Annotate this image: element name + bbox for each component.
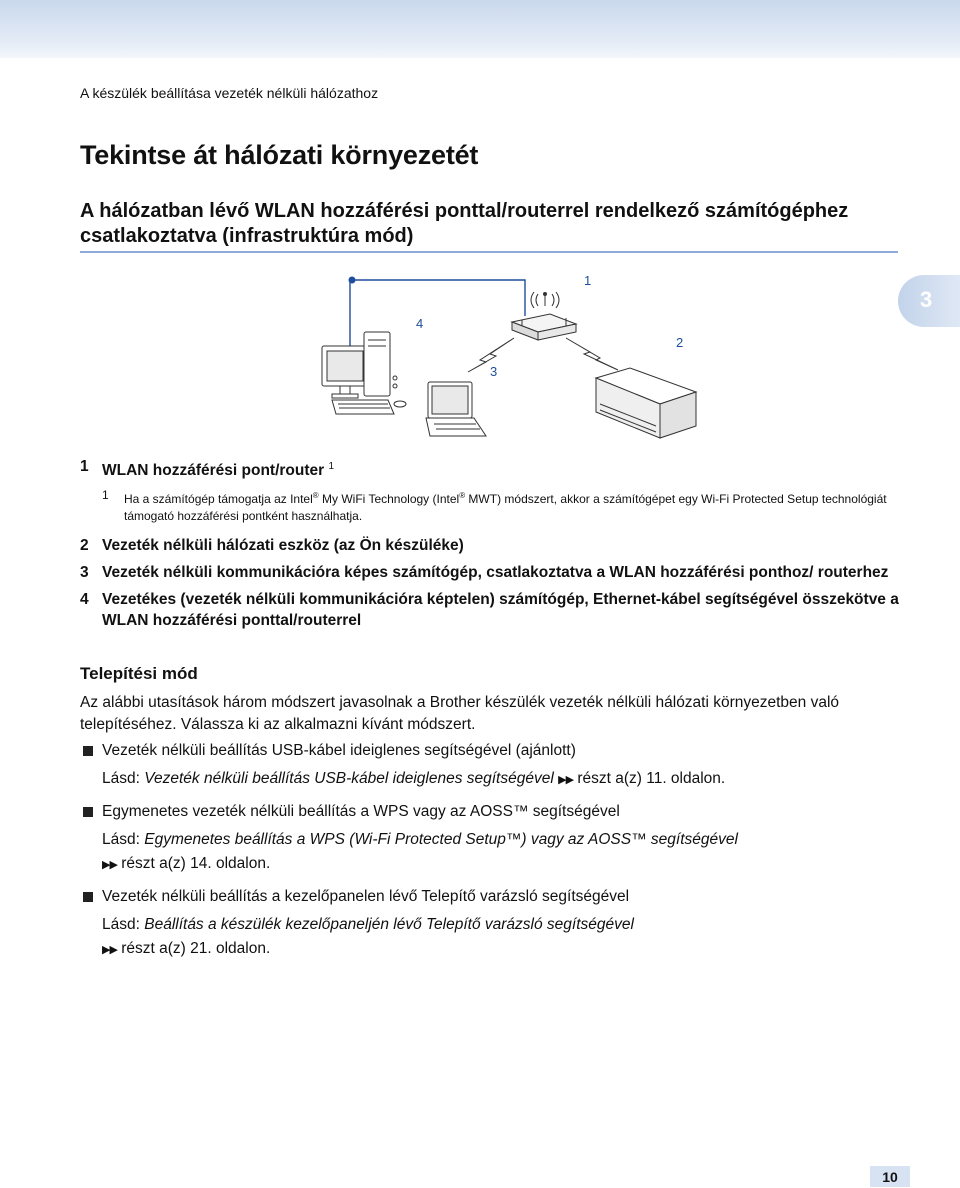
cable-junction (349, 277, 356, 284)
legend-item-3 (80, 562, 910, 583)
method-wps (80, 801, 900, 877)
install-heading: Telepítési mód (80, 664, 198, 683)
page-number: 10 (870, 1166, 910, 1187)
legend-number: 4 (80, 591, 89, 609)
method-title: Vezeték nélküli beállítás USB-kábel ideiglenes segítségével (ajánlott) (102, 742, 576, 759)
section-title: A hálózatban lévő WLAN hozzáférési ponttal/routerrel rendelkező számítógéphez csatlakoztatva (infrastruktúra mód) (80, 200, 849, 247)
legend-number: 1 (80, 458, 89, 475)
method-reference (80, 913, 900, 962)
method-reference (80, 828, 900, 877)
method-title: Vezeték nélküli beállítás a kezelőpanelen lévő Telepítő varázsló segítségével (102, 888, 630, 905)
legend-text: Vezetékes (vezeték nélküli kommunikációra képtelen) számítógép, Ethernet-kábel segítségével összekötve a WLAN hozzáférési ponttal/routerrel (102, 591, 899, 630)
square-bullet-icon (83, 746, 93, 756)
printer-icon (596, 368, 696, 448)
double-arrow-icon: ▶▶ (558, 774, 574, 786)
legend-item-1 (80, 456, 910, 481)
chapter-number: 3 (920, 287, 933, 312)
wireless-link-printer (566, 338, 618, 370)
desktop-computer-icon (322, 332, 406, 414)
method-title: Egymenetes vezeték nélküli beállítás a WPS vagy az AOSS™ segítségével (102, 803, 620, 820)
legend-item-4 (80, 589, 910, 631)
registered-mark: ® (459, 491, 466, 501)
square-bullet-icon (83, 807, 93, 817)
footnote-number: 1 (102, 488, 109, 503)
legend-item-2 (80, 535, 910, 556)
page-reference: részt a(z) 21. oldalon. (116, 940, 271, 957)
see-label: Lásd: (102, 831, 145, 848)
legend-text: WLAN hozzáférési pont/router (102, 462, 325, 480)
legend-text: Vezeték nélküli kommunikációra képes számítógép, csatlakoztatva a WLAN hozzáférési ponthoz/ routerhez (102, 564, 889, 582)
diagram-legend (80, 456, 910, 637)
diagram-label-1: 1 (584, 273, 592, 288)
chapter-tab (898, 275, 960, 327)
footnote-marker: 1 (328, 461, 335, 472)
legend-text: Vezeték nélküli hálózati eszköz (az Ön készüléke) (102, 537, 464, 555)
page-reference: részt a(z) 11. oldalon. (573, 770, 726, 787)
footnote (80, 487, 910, 525)
see-label: Lásd: (102, 770, 145, 787)
see-label: Lásd: (102, 916, 145, 933)
diagram-label-3: 3 (490, 364, 498, 379)
network-diagram (300, 266, 720, 448)
method-title-row (80, 801, 900, 823)
title-rule (80, 251, 898, 253)
registered-mark: ® (312, 491, 319, 501)
method-control-panel (80, 886, 900, 962)
legend-number: 3 (80, 564, 89, 582)
method-title-row (80, 886, 900, 908)
router-icon (512, 314, 576, 340)
install-methods (80, 740, 900, 971)
wireless-signal-icon (531, 292, 559, 308)
page-reference: részt a(z) 14. oldalon. (116, 855, 271, 872)
diagram-label-4: 4 (416, 316, 424, 331)
footnote-text: MWT) módszert, akkor a számítógépet egy Wi-Fi Protected Setup technológiát támogató hozzáférési pontként használhatja. (124, 492, 887, 524)
install-intro: Az alábbi utasítások három módszert javasolnak a Brother készülék vezeték nélküli hálózati környezetben való telepítéséhez. Válassza ki az alkalmazni kívánt módszert. (80, 694, 840, 733)
cross-reference-link[interactable]: Beállítás a készülék kezelőpaneljén lévő Telepítő varázsló segítségével (144, 916, 634, 933)
footnote-text: My WiFi Technology (Intel (318, 492, 460, 507)
header-band (0, 0, 960, 58)
laptop-icon (426, 382, 486, 436)
footnote-text: Ha a számítógép támogatja az Intel (124, 492, 313, 507)
running-head: A készülék beállítása vezeték nélküli hálózathoz (80, 85, 379, 101)
method-title-row (80, 740, 900, 762)
cross-reference-link[interactable]: Egymenetes beállítás a WPS (Wi-Fi Protected Setup™) vagy az AOSS™ segítségével (144, 831, 738, 848)
square-bullet-icon (83, 892, 93, 902)
method-reference (80, 767, 900, 792)
double-arrow-icon: ▶▶ (102, 944, 117, 956)
cross-reference-link[interactable]: Vezeték nélküli beállítás USB-kábel ideiglenes segítségével (144, 770, 554, 787)
diagram-label-2: 2 (676, 335, 684, 350)
double-arrow-icon: ▶▶ (102, 859, 117, 871)
page-title: Tekintse át hálózati környezetét (80, 140, 479, 170)
method-usb (80, 740, 900, 792)
legend-number: 2 (80, 537, 89, 555)
